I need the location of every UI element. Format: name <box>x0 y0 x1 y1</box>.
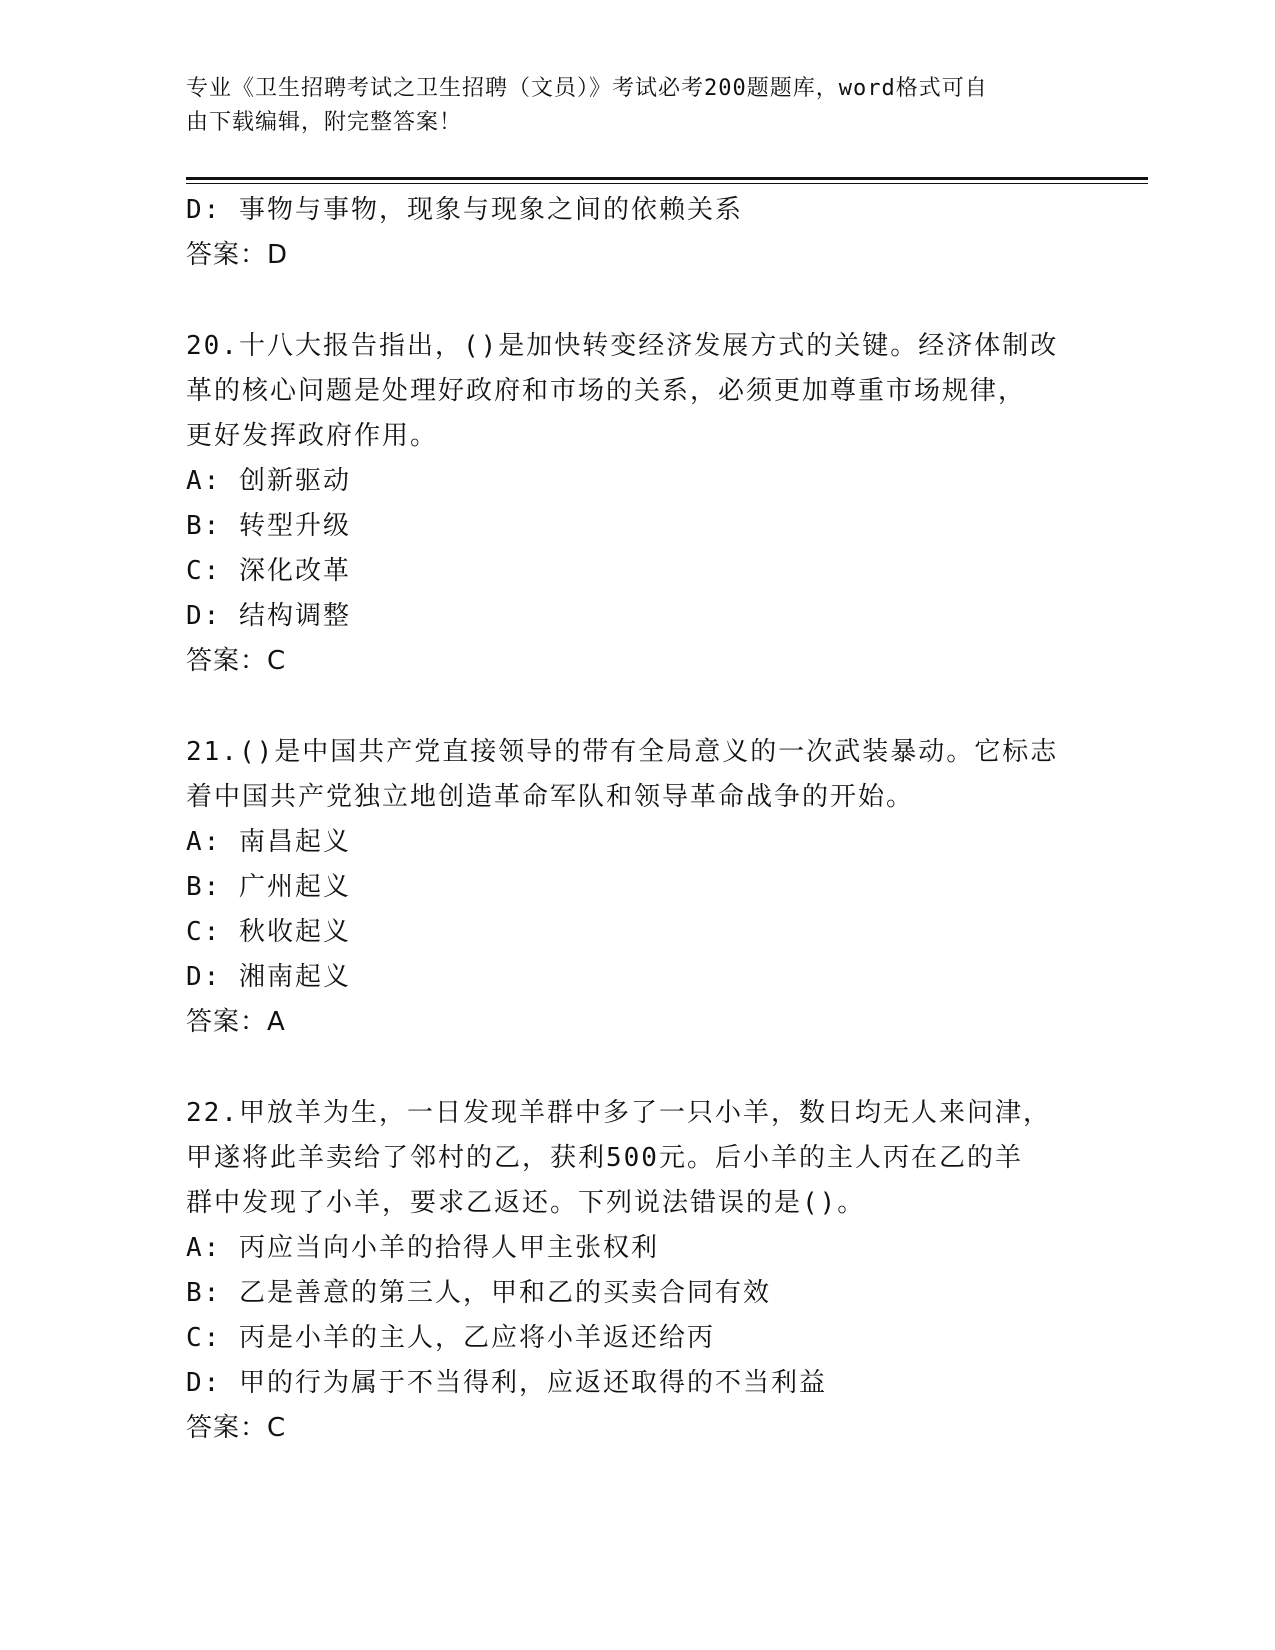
option-b: B: 转型升级 <box>186 511 351 541</box>
question-text-line: 革的核心问题是处理好政府和市场的关系，必须更加尊重市场规律， <box>186 376 1027 406</box>
header-divider-thin <box>186 183 1148 184</box>
option-b: B: 乙是善意的第三人，甲和乙的买卖合同有效 <box>186 1278 771 1308</box>
question-21 <box>186 730 1086 1045</box>
answer-line: 答案：C <box>186 646 287 676</box>
question-text-line: 群中发现了小羊，要求乙返还。下列说法错误的是()。 <box>186 1188 866 1218</box>
spacer <box>186 1045 1086 1091</box>
header-line-2: 由下载编辑，附完整答案！ <box>186 110 463 135</box>
question-text-line: 20.十八大报告指出，()是加快转变经济发展方式的关键。经济体制改 <box>186 331 1059 361</box>
answer-line: 答案：C <box>186 1413 287 1443</box>
option-d: D: 结构调整 <box>186 601 351 631</box>
option-c: C: 秋收起义 <box>186 917 351 947</box>
question-list <box>186 188 1086 1451</box>
question-text-line: 21.()是中国共产党直接领导的带有全局意义的一次武装暴动。它标志 <box>186 737 1059 767</box>
page-header <box>186 72 1066 140</box>
header-line-1: 专业《卫生招聘考试之卫生招聘（文员）》考试必考200题题库，word格式可自 <box>186 76 988 101</box>
spacer <box>186 684 1086 730</box>
question-19-tail <box>186 188 1086 278</box>
option-a: A: 南昌起义 <box>186 827 351 857</box>
option-c: C: 丙是小羊的主人，乙应将小羊返还给丙 <box>186 1323 715 1353</box>
question-text-line: 更好发挥政府作用。 <box>186 421 439 451</box>
answer-line: 答案：A <box>186 1007 286 1037</box>
option-b: B: 广州起义 <box>186 872 351 902</box>
option-d: D: 湘南起义 <box>186 962 351 992</box>
option-a: A: 创新驱动 <box>186 466 351 496</box>
question-text-line: 甲遂将此羊卖给了邻村的乙，获利500元。后小羊的主人丙在乙的羊 <box>186 1143 1023 1173</box>
header-divider-thick <box>186 177 1148 180</box>
question-22 <box>186 1091 1086 1451</box>
option-d: D: 事物与事物，现象与现象之间的依赖关系 <box>186 195 743 225</box>
answer-line: 答案：D <box>186 240 289 270</box>
option-c: C: 深化改革 <box>186 556 351 586</box>
option-a: A: 丙应当向小羊的拾得人甲主张权利 <box>186 1233 659 1263</box>
question-20 <box>186 324 1086 684</box>
option-d: D: 甲的行为属于不当得利，应返还取得的不当利益 <box>186 1368 827 1398</box>
question-text-line: 着中国共产党独立地创造革命军队和领导革命战争的开始。 <box>186 782 915 812</box>
spacer <box>186 278 1086 324</box>
question-text-line: 22.甲放羊为生，一日发现羊群中多了一只小羊，数日均无人来问津， <box>186 1098 1051 1128</box>
